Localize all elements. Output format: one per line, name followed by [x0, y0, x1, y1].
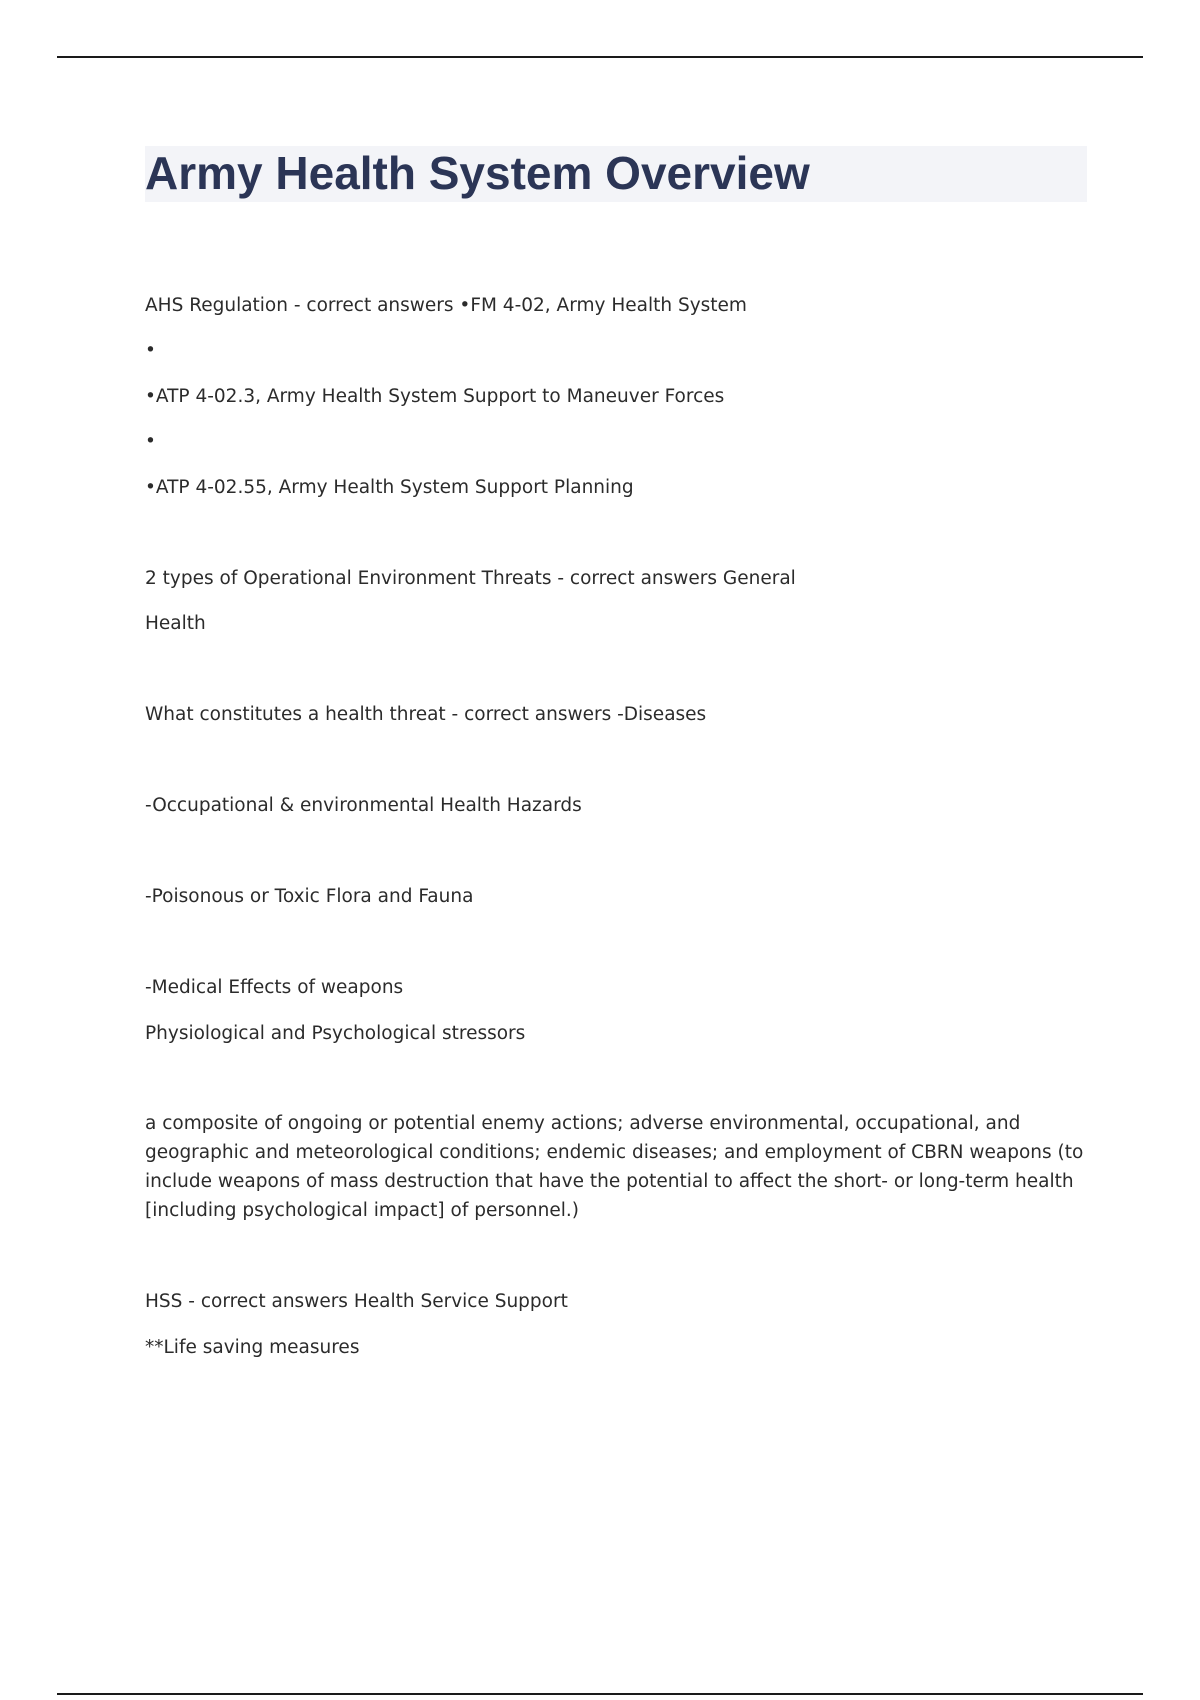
atp-4-02-55-line: •ATP 4-02.55, Army Health System Support Planning: [145, 477, 634, 498]
bullet-empty-2: •: [145, 431, 156, 452]
health-threat-question: What constitutes a health threat - correct answers -Diseases: [145, 704, 707, 725]
bullet-empty-1: •: [145, 340, 156, 361]
threat-types-answer: Health: [145, 613, 206, 634]
life-saving-measures: **Life saving measures: [145, 1337, 360, 1358]
health-threat-flora-fauna: -Poisonous or Toxic Flora and Fauna: [145, 886, 474, 907]
bottom-rule: [57, 1693, 1143, 1695]
page-title: Army Health System Overview: [145, 147, 810, 199]
ahs-regulation-line: AHS Regulation - correct answers •FM 4-02, Army Health System: [145, 295, 747, 316]
threat-types-question: 2 types of Operational Environment Threats - correct answers General: [145, 568, 796, 589]
health-threat-occupational: -Occupational & environmental Health Hazards: [145, 795, 582, 816]
health-threat-stressors: Physiological and Psychological stressors: [145, 1023, 526, 1044]
atp-4-02-3-line: •ATP 4-02.3, Army Health System Support to Maneuver Forces: [145, 386, 725, 407]
health-threat-definition: a composite of ongoing or potential enemy actions; adverse environmental, occupational, and geographic and meteorological conditions; endemic diseases; and employment of CBRN weapons (to include weapons of mass destruction that have the potential to affect the short- or long-term health [including psychological impact] of personnel.): [145, 1113, 1084, 1221]
health-threat-weapons: -Medical Effects of weapons: [145, 977, 404, 998]
top-rule: [57, 56, 1143, 58]
hss-question: HSS - correct answers Health Service Support: [145, 1291, 568, 1312]
